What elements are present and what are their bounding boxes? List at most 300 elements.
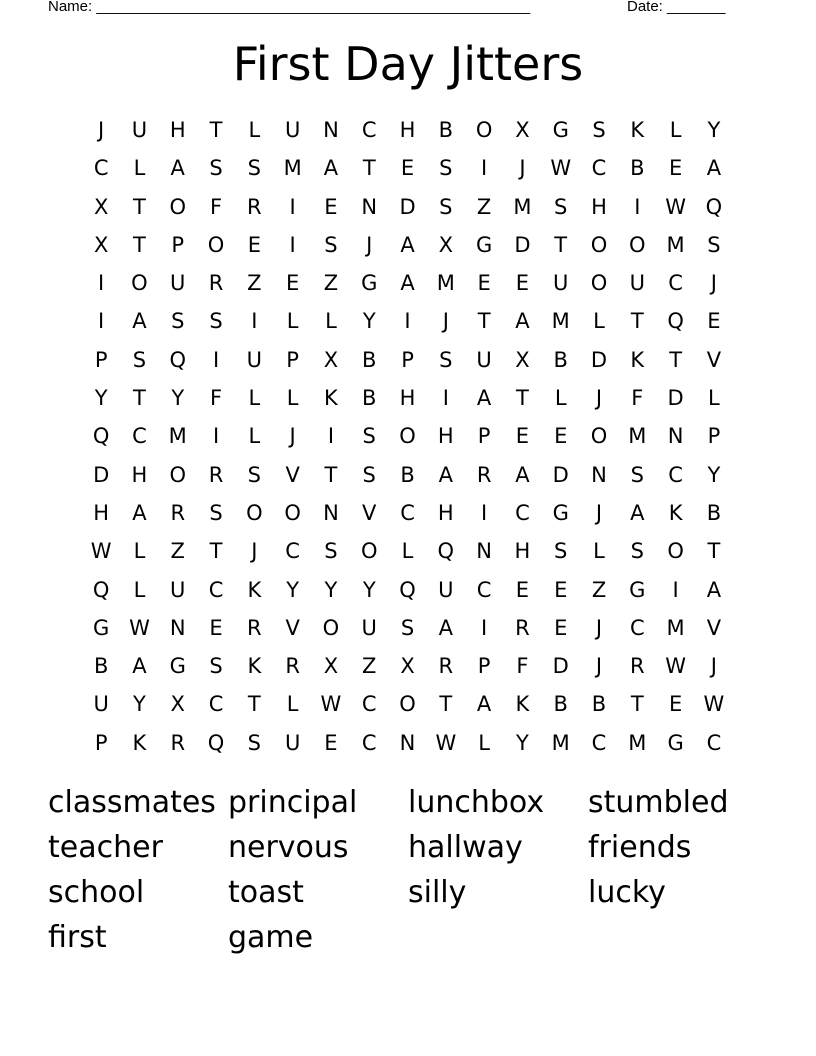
word-bank-item: stumbled: [588, 785, 729, 820]
grid-letter: W: [320, 692, 342, 717]
grid-letter: C: [208, 577, 224, 602]
grid-letter: B: [438, 118, 454, 142]
grid-letter: W: [129, 615, 150, 640]
grid-letter: U: [476, 347, 492, 372]
grid-row: [82, 609, 733, 647]
word-bank-item: school: [48, 875, 145, 910]
grid-letter: C: [361, 730, 377, 755]
grid-letter: E: [324, 194, 338, 219]
grid-letter: L: [133, 577, 146, 602]
grid-letter: Y: [362, 309, 376, 334]
grid-letter: C: [361, 118, 377, 142]
grid-letter: G: [169, 654, 186, 679]
grid-letter: A: [706, 577, 722, 602]
grid-letter: A: [132, 309, 147, 334]
grid-letter: Y: [286, 577, 300, 602]
grid-letter: W: [550, 156, 572, 181]
grid-row: [82, 302, 733, 340]
grid-letter: Y: [94, 386, 108, 411]
grid-letter: M: [551, 730, 570, 755]
word-bank-item: silly: [408, 875, 467, 910]
grid-letter: S: [592, 118, 606, 142]
grid-letter: I: [212, 424, 220, 449]
grid-letter: E: [477, 271, 491, 296]
grid-letter: V: [285, 462, 300, 487]
grid-letter: A: [400, 271, 415, 296]
grid-letter: A: [170, 156, 185, 181]
grid-letter: I: [327, 424, 335, 449]
grid-letter: A: [515, 462, 530, 487]
grid-letter: X: [515, 347, 530, 372]
grid-letter: C: [706, 730, 722, 755]
grid-letter: Y: [362, 577, 376, 602]
grid-letter: E: [554, 615, 568, 640]
grid-letter: L: [593, 539, 605, 564]
grid-letter: P: [94, 347, 108, 372]
grid-letter: O: [399, 424, 416, 449]
grid-letter: R: [285, 654, 300, 679]
grid-letter: T: [362, 156, 376, 181]
grid-letter: L: [286, 692, 299, 717]
grid-letter: O: [629, 232, 646, 257]
grid-letter: J: [289, 424, 296, 449]
grid-letter: E: [515, 271, 530, 296]
grid-letter: J: [251, 539, 258, 564]
grid-letter: R: [170, 500, 186, 525]
grid-letter: S: [247, 462, 261, 487]
grid-row: [82, 494, 733, 532]
word-bank-item: teacher: [48, 830, 163, 865]
grid-letter: J: [98, 118, 105, 142]
grid-letter: Q: [667, 309, 684, 334]
grid-letter: I: [98, 309, 105, 334]
grid-letter: K: [515, 692, 530, 717]
grid-letter: C: [208, 692, 224, 717]
grid-letter: G: [93, 615, 110, 640]
grid-letter: C: [400, 500, 415, 525]
grid-letter: S: [132, 347, 147, 372]
grid-letter: B: [93, 654, 109, 679]
grid-letter: L: [248, 118, 261, 142]
grid-letter: U: [284, 730, 301, 755]
grid-letter: U: [553, 271, 569, 296]
grid-letter: T: [133, 386, 146, 411]
grid-row: [82, 226, 733, 264]
word-bank-item: nervous: [228, 830, 349, 865]
grid-letter: O: [590, 424, 608, 449]
grid-letter: O: [207, 232, 225, 257]
grid-letter: S: [439, 194, 453, 219]
grid-letter: Z: [247, 271, 262, 296]
grid-letter: K: [630, 118, 645, 142]
grid-letter: M: [666, 232, 685, 257]
grid-letter: T: [324, 462, 338, 487]
grid-letter: H: [169, 118, 186, 142]
grid-letter: R: [630, 654, 645, 679]
grid-letter: L: [401, 539, 414, 564]
word-bank-item: toast: [228, 875, 304, 910]
grid-letter: J: [710, 271, 717, 296]
grid-letter: L: [133, 156, 146, 181]
grid-row: [82, 149, 733, 187]
word-bank: [48, 780, 768, 960]
grid-letter: J: [519, 156, 526, 181]
word-bank-item: hallway: [408, 830, 523, 865]
grid-letter: C: [591, 730, 607, 755]
grid-letter: B: [553, 347, 568, 372]
grid-letter: I: [481, 156, 488, 181]
grid-letter: U: [629, 271, 645, 296]
grid-letter: J: [442, 309, 449, 334]
grid-letter: U: [170, 271, 186, 296]
grid-letter: D: [552, 654, 569, 679]
grid-letter: S: [171, 309, 185, 334]
grid-letter: Y: [707, 118, 721, 142]
word-bank-item: lunchbox: [408, 785, 545, 820]
grid-letter: J: [366, 232, 373, 257]
grid-letter: V: [706, 615, 722, 640]
grid-letter: T: [554, 232, 568, 257]
grid-letter: G: [361, 271, 378, 296]
grid-letter: X: [323, 654, 339, 679]
grid-letter: H: [514, 539, 531, 564]
grid-letter: M: [436, 271, 455, 296]
grid-letter: Q: [92, 424, 110, 449]
grid-letter: S: [630, 539, 644, 564]
grid-letter: I: [98, 271, 105, 296]
grid-letter: T: [707, 539, 721, 564]
grid-letter: A: [323, 156, 339, 181]
grid-letter: C: [515, 500, 530, 525]
grid-letter: N: [323, 500, 339, 525]
grid-letter: R: [208, 462, 224, 487]
grid-letter: A: [706, 156, 722, 181]
grid-letter: G: [552, 500, 569, 525]
grid-letter: A: [438, 462, 453, 487]
grid-letter: S: [362, 424, 376, 449]
grid-letter: T: [630, 692, 644, 717]
grid-letter: F: [516, 654, 529, 679]
grid-letter: H: [131, 462, 148, 487]
grid-letter: Q: [207, 730, 225, 755]
grid-letter: S: [400, 615, 415, 640]
grid-letter: R: [476, 462, 492, 487]
grid-letter: C: [285, 539, 300, 564]
letter-grid: [82, 111, 733, 762]
grid-letter: S: [324, 232, 338, 257]
grid-letter: I: [634, 194, 641, 219]
grid-letter: E: [515, 577, 530, 602]
grid-letter: I: [442, 386, 449, 411]
grid-letter: S: [362, 462, 376, 487]
grid-letter: S: [247, 730, 261, 755]
grid-letter: E: [554, 577, 568, 602]
grid-letter: A: [630, 500, 645, 525]
grid-row: [82, 417, 733, 455]
grid-letter: I: [481, 615, 488, 640]
grid-letter: M: [168, 424, 187, 449]
grid-row: [82, 456, 733, 494]
grid-row: [82, 379, 733, 417]
grid-letter: H: [437, 500, 454, 525]
grid-letter: S: [630, 462, 644, 487]
grid-letter: M: [551, 309, 570, 334]
grid-letter: S: [209, 654, 223, 679]
date-field-label: Date: _______: [627, 0, 726, 15]
grid-letter: O: [360, 539, 378, 564]
grid-letter: O: [284, 500, 301, 525]
grid-letter: Q: [399, 577, 416, 602]
grid-letter: W: [665, 194, 686, 219]
grid-letter: P: [94, 730, 108, 755]
grid-letter: O: [169, 462, 186, 487]
grid-letter: U: [284, 118, 301, 142]
grid-letter: Y: [133, 692, 146, 717]
grid-letter: Z: [323, 271, 339, 296]
grid-letter: I: [672, 577, 679, 602]
grid-letter: E: [400, 156, 415, 181]
grid-letter: E: [285, 271, 300, 296]
grid-letter: B: [591, 692, 607, 717]
grid-row: [82, 724, 733, 762]
grid-letter: L: [248, 424, 261, 449]
grid-letter: U: [170, 577, 186, 602]
grid-letter: G: [552, 118, 569, 142]
grid-letter: L: [554, 386, 567, 411]
grid-letter: C: [591, 156, 607, 181]
grid-letter: Q: [92, 577, 110, 602]
grid-letter: I: [404, 309, 411, 334]
grid-letter: T: [477, 309, 491, 334]
grid-letter: C: [629, 615, 645, 640]
grid-letter: K: [247, 654, 262, 679]
grid-letter: Q: [169, 347, 186, 372]
word-bank-item: classmates: [48, 785, 216, 820]
grid-letter: Z: [476, 194, 492, 219]
grid-row: [82, 341, 733, 379]
grid-letter: Y: [516, 730, 529, 755]
grid-letter: M: [628, 424, 647, 449]
grid-letter: O: [131, 271, 148, 296]
grid-letter: N: [667, 424, 684, 449]
grid-row: [82, 532, 733, 570]
grid-letter: E: [209, 615, 223, 640]
grid-letter: D: [93, 462, 110, 487]
grid-row: [82, 685, 733, 723]
grid-letter: T: [133, 232, 146, 257]
grid-letter: K: [132, 730, 147, 755]
grid-letter: G: [629, 577, 646, 602]
grid-letter: T: [439, 692, 453, 717]
grid-letter: T: [516, 386, 529, 411]
grid-letter: R: [170, 730, 186, 755]
grid-letter: I: [481, 500, 488, 525]
grid-letter: R: [515, 615, 530, 640]
grid-letter: L: [478, 730, 490, 755]
grid-letter: R: [247, 615, 262, 640]
grid-row: [82, 188, 733, 226]
grid-letter: B: [553, 692, 568, 717]
grid-letter: L: [325, 309, 337, 334]
grid-letter: R: [208, 271, 224, 296]
grid-letter: S: [439, 347, 453, 372]
grid-letter: U: [361, 615, 377, 640]
grid-letter: C: [132, 424, 147, 449]
grid-letter: R: [438, 654, 454, 679]
grid-letter: P: [477, 424, 491, 449]
grid-letter: S: [439, 156, 453, 181]
grid-letter: J: [595, 500, 603, 525]
grid-letter: B: [706, 500, 722, 525]
word-bank-item: friends: [588, 830, 692, 865]
word-bank-item: game: [228, 920, 314, 955]
grid-letter: X: [515, 118, 530, 142]
grid-letter: A: [400, 232, 415, 257]
grid-letter: E: [668, 692, 683, 717]
grid-letter: N: [476, 539, 492, 564]
grid-letter: M: [513, 194, 532, 219]
grid-letter: A: [476, 692, 492, 717]
grid-letter: K: [247, 577, 262, 602]
grid-letter: Q: [437, 539, 455, 564]
grid-letter: C: [476, 577, 492, 602]
grid-letter: O: [246, 500, 263, 525]
grid-letter: Z: [170, 539, 185, 564]
grid-letter: N: [399, 730, 416, 755]
word-bank-item: lucky: [588, 875, 666, 910]
grid-letter: X: [93, 232, 109, 257]
grid-letter: P: [171, 232, 185, 257]
grid-letter: V: [285, 615, 300, 640]
grid-letter: H: [437, 424, 454, 449]
grid-letter: J: [595, 654, 603, 679]
grid-letter: S: [707, 232, 721, 257]
grid-letter: F: [631, 386, 644, 411]
page-title: First Day Jitters: [232, 37, 584, 91]
grid-letter: O: [399, 692, 416, 717]
grid-letter: L: [593, 309, 605, 334]
grid-letter: S: [554, 539, 568, 564]
grid-letter: F: [209, 194, 223, 219]
grid-letter: V: [362, 500, 377, 525]
grid-letter: J: [595, 615, 603, 640]
grid-letter: X: [93, 194, 109, 219]
grid-letter: V: [706, 347, 722, 372]
grid-letter: L: [669, 118, 682, 142]
grid-letter: D: [590, 347, 608, 372]
grid-letter: J: [595, 386, 603, 411]
grid-letter: T: [209, 118, 223, 142]
grid-letter: U: [438, 577, 454, 602]
grid-letter: Z: [591, 577, 607, 602]
grid-letter: P: [477, 654, 491, 679]
grid-letter: W: [665, 654, 686, 679]
grid-letter: C: [668, 462, 683, 487]
grid-letter: L: [133, 539, 146, 564]
grid-letter: K: [630, 347, 645, 372]
grid-letter: A: [132, 654, 147, 679]
grid-letter: B: [400, 462, 415, 487]
grid-letter: B: [362, 347, 377, 372]
grid-letter: E: [515, 424, 530, 449]
grid-letter: E: [324, 730, 338, 755]
grid-letter: M: [628, 730, 647, 755]
grid-letter: O: [475, 118, 493, 142]
grid-letter: A: [476, 386, 492, 411]
grid-row: [82, 264, 733, 302]
grid-letter: A: [438, 615, 453, 640]
grid-letter: S: [209, 309, 223, 334]
header-line: [48, 0, 748, 18]
word-bank-item: first: [48, 920, 107, 955]
grid-letter: G: [475, 232, 493, 257]
grid-letter: I: [212, 347, 220, 372]
grid-letter: T: [209, 539, 223, 564]
grid-letter: W: [90, 539, 112, 564]
grid-letter: H: [399, 386, 416, 411]
grid-letter: L: [286, 309, 299, 334]
grid-letter: O: [590, 271, 608, 296]
grid-letter: Q: [705, 194, 723, 219]
grid-letter: J: [710, 654, 717, 679]
grid-letter: E: [668, 156, 683, 181]
grid-letter: N: [169, 615, 186, 640]
grid-row: [82, 571, 733, 609]
grid-letter: K: [668, 500, 683, 525]
grid-row: [82, 647, 733, 685]
grid-letter: Y: [707, 462, 721, 487]
grid-letter: H: [591, 194, 607, 219]
grid-letter: L: [248, 386, 261, 411]
grid-letter: O: [322, 615, 340, 640]
grid-letter: Y: [324, 577, 338, 602]
grid-letter: U: [93, 692, 109, 717]
grid-letter: A: [515, 309, 530, 334]
grid-letter: G: [667, 730, 684, 755]
grid-letter: T: [247, 692, 261, 717]
grid-letter: E: [707, 309, 721, 334]
grid-letter: T: [669, 347, 683, 372]
grid-letter: C: [361, 692, 377, 717]
grid-letter: O: [667, 539, 684, 564]
grid-letter: Z: [362, 654, 377, 679]
grid-letter: D: [399, 194, 416, 219]
grid-letter: W: [703, 692, 725, 717]
grid-letter: H: [399, 118, 416, 142]
grid-letter: D: [514, 232, 531, 257]
grid-letter: S: [247, 156, 261, 181]
grid-letter: N: [323, 118, 339, 142]
grid-letter: M: [283, 156, 302, 181]
grid-letter: N: [591, 462, 607, 487]
word-bank-item: principal: [228, 785, 358, 820]
grid-letter: O: [590, 232, 608, 257]
grid-letter: S: [209, 156, 223, 181]
grid-letter: X: [438, 232, 454, 257]
grid-letter: R: [247, 194, 262, 219]
grid-row: [82, 111, 733, 149]
grid-letter: B: [630, 156, 645, 181]
grid-letter: X: [170, 692, 185, 717]
grid-letter: T: [133, 194, 146, 219]
grid-letter: A: [132, 500, 147, 525]
grid-letter: L: [286, 386, 299, 411]
grid-letter: D: [667, 386, 684, 411]
grid-letter: U: [246, 347, 263, 372]
grid-letter: N: [361, 194, 378, 219]
grid-letter: P: [286, 347, 299, 372]
grid-letter: C: [668, 271, 683, 296]
